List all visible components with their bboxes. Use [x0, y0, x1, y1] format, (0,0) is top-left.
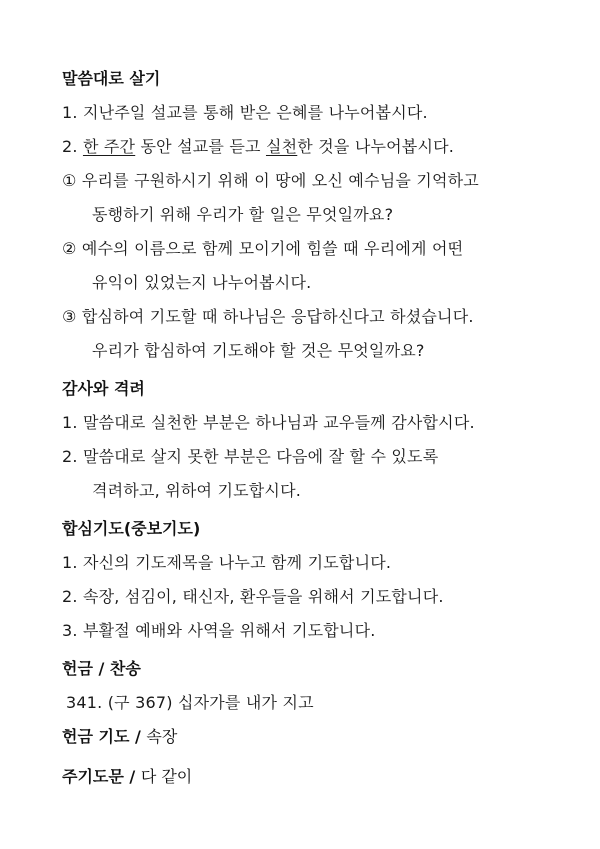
heading-value: 속장	[146, 727, 178, 746]
question-3-line-2: 우리가 합심하여 기도해야 할 것은 무엇일까요?	[92, 341, 425, 360]
list-item: 1. 자신의 기도제목을 나누고 함께 기도합니다.	[62, 553, 392, 572]
section-heading-united-prayer: 합심기도(중보기도)	[62, 519, 201, 538]
section-heading-thanks-encouragement: 감사와 격려	[62, 379, 145, 398]
question-2-line-1: ② 예수의 이름으로 함께 모이기에 힘쓸 때 우리에게 어떤	[62, 239, 464, 258]
heading-label: 주기도문 /	[62, 767, 141, 786]
underlined-text: 한 주간	[82, 137, 136, 156]
section-heading-offering-hymn: 헌금 / 찬송	[62, 659, 141, 678]
heading-label: 헌금 기도 /	[62, 727, 147, 746]
question-1-line-2: 동행하기 위해 우리가 할 일은 무엇일까요?	[92, 205, 394, 224]
question-2-line-2: 유익이 있었는지 나누어봅시다.	[92, 273, 312, 292]
list-item-prefix: 2.	[62, 137, 83, 156]
list-item	[62, 134, 454, 157]
question-3-line-1: ③ 합심하여 기도할 때 하나님은 응답하신다고 하셨습니다.	[62, 307, 474, 326]
hymn-entry: 341. (구 367) 십자가를 내가 지고	[66, 693, 314, 712]
list-item-continuation: 격려하고, 위하여 기도합시다.	[92, 481, 302, 500]
list-item: 2. 말씀대로 살지 못한 부분은 다음에 잘 할 수 있도록	[62, 447, 439, 466]
heading-value: 다 같이	[140, 767, 193, 786]
list-item: 3. 부활절 예배와 사역을 위해서 기도합니다.	[62, 621, 376, 640]
list-item: 1. 말씀대로 실천한 부분은 하나님과 교우들께 감사합시다.	[62, 413, 475, 432]
list-item-text: 동안 설교를 듣고	[135, 137, 266, 156]
list-item: 2. 속장, 섬김이, 태신자, 환우들을 위해서 기도합니다.	[62, 587, 444, 606]
list-item: 1. 지난주일 설교를 통해 받은 은혜를 나누어봅시다.	[62, 103, 428, 122]
list-item-text: 한 것을 나누어봅시다.	[297, 137, 455, 156]
section-heading-lords-prayer	[62, 764, 192, 787]
section-heading-living-by-word: 말씀대로 살기	[62, 69, 161, 88]
underlined-text: 실천	[265, 137, 298, 156]
section-heading-offering-prayer	[62, 724, 177, 747]
question-1-line-1: ① 우리를 구원하시기 위해 이 땅에 오신 예수님을 기억하고	[62, 171, 479, 190]
